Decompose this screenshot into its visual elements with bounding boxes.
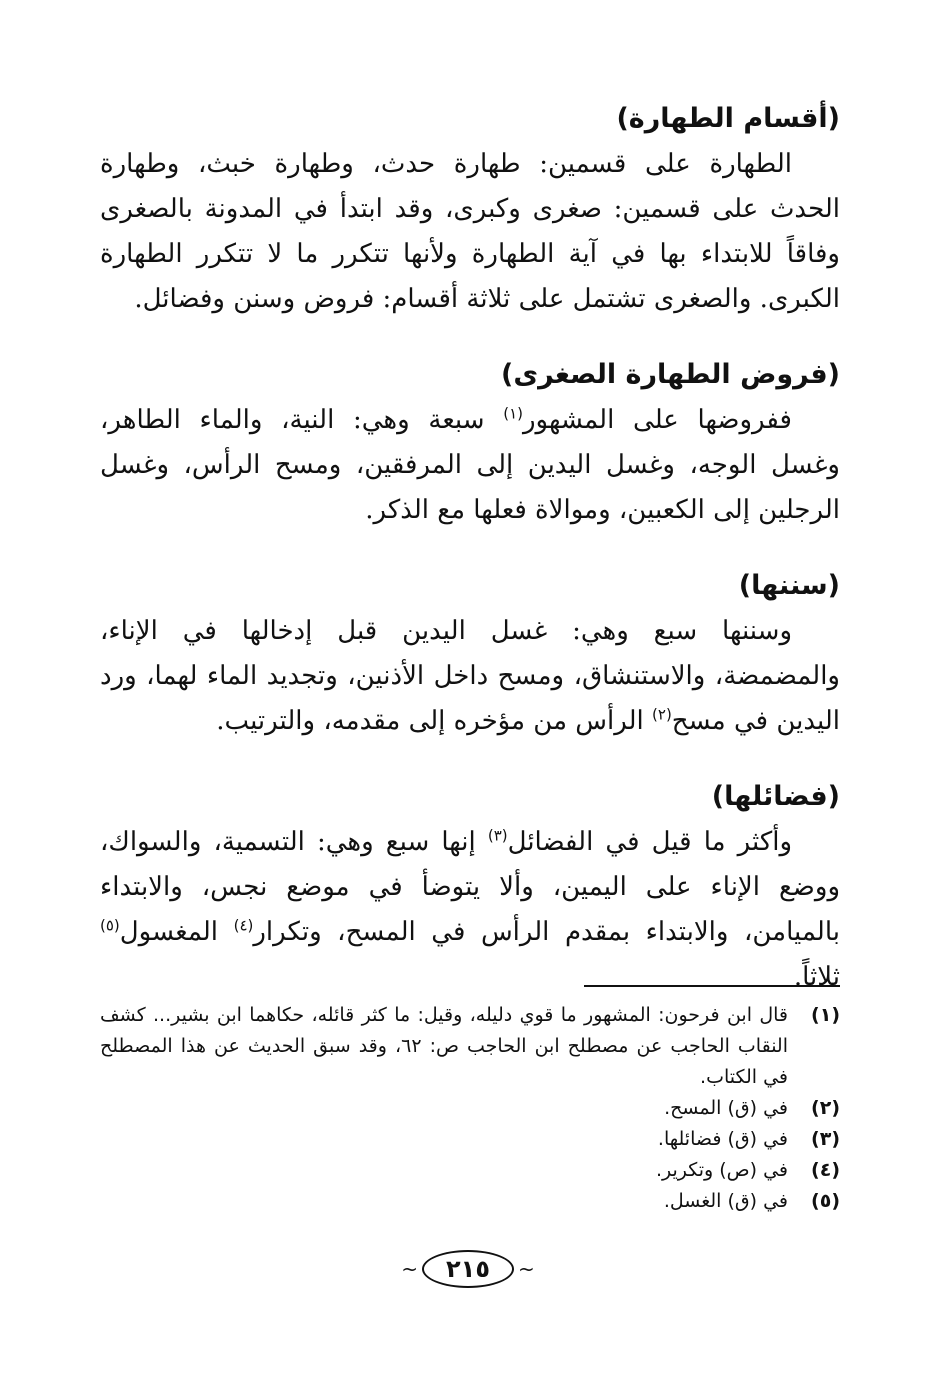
- footnote-divider: [584, 985, 840, 987]
- footnotes: [100, 1000, 840, 1217]
- page-number-area: [0, 1250, 936, 1288]
- section-paragraph: [100, 820, 840, 1000]
- section-paragraph: [100, 609, 840, 744]
- page-number: ٢١٥: [422, 1250, 514, 1288]
- footnote-ref-2[interactable]: (٢): [652, 705, 672, 724]
- section-paragraph: [100, 398, 840, 533]
- section-sunan: [100, 563, 840, 744]
- footnote-item: [100, 1155, 840, 1186]
- section-aqsam: [100, 96, 840, 322]
- footnote-ref-3[interactable]: (٣): [487, 826, 508, 845]
- footnote-item: [100, 1093, 840, 1124]
- footnote-text: في (ق) الغسل.: [663, 1190, 788, 1212]
- footnote-ref-4[interactable]: (٤): [233, 916, 254, 935]
- paragraph-text: المغسول: [119, 917, 234, 947]
- paragraph-text: ثلاثاً.: [793, 962, 840, 992]
- section-heading: (سننها): [738, 570, 840, 601]
- footnote-text: في (ق) فضائلها.: [657, 1128, 788, 1150]
- footnote-number: (١): [811, 1004, 840, 1026]
- footnote-ref-5[interactable]: (٥): [100, 916, 120, 935]
- section-furud: [100, 352, 840, 533]
- paragraph-text: سبعة وهي: النية، والماء الطاهر، وغسل الوجه، وغسل اليدين إلى المرفقين، ومسح الرأس، وغسل الرجلين إلى الكعبين، وموالاة فعلها مع الذكر.: [100, 405, 840, 525]
- footnote-number: (٢): [811, 1097, 840, 1119]
- footnote-item: [100, 1000, 840, 1093]
- page-body: [100, 96, 840, 1030]
- paragraph-text: إنها سبع وهي: التسمية، والسواك، ووضع الإناء على اليمين، وألا يتوضأ في موضع نجس، والابتداء بالميامن، والابتداء بمقدم الرأس في المسح، وتكرار: [100, 827, 840, 947]
- footnote-number: (٣): [811, 1128, 840, 1150]
- footnote-item: [100, 1124, 840, 1155]
- footnote-text: في (ص) وتكرير.: [655, 1159, 788, 1181]
- footnote-number: (٤): [811, 1159, 840, 1181]
- paragraph-text: ففروضها على المشهور: [522, 405, 792, 435]
- footnote-item: [100, 1186, 840, 1217]
- section-heading: (فضائلها): [711, 781, 840, 812]
- footnote-text: في (ق) المسح.: [664, 1097, 788, 1119]
- page-number-ornament: [401, 1250, 534, 1288]
- ornament-right-icon: ~: [517, 1257, 535, 1281]
- paragraph-text: وسننها سبع وهي: غسل اليدين قبل إدخالها في الإناء، والمضمضة، والاستنشاق، ومسح داخل الأذنين، وتجديد الماء لهما، ورد اليدين في مسح: [100, 616, 840, 736]
- paragraph-text: وأكثر ما قيل في الفضائل: [507, 827, 793, 857]
- section-fadail: [100, 774, 840, 1000]
- ornament-left-icon: ~: [401, 1257, 419, 1281]
- section-heading: (أقسام الطهارة): [616, 103, 840, 134]
- section-heading: (فروض الطهارة الصغرى): [501, 359, 840, 390]
- footnote-number: (٥): [811, 1190, 840, 1212]
- footnote-text: قال ابن فرحون: المشهور ما قوي دليله، وقيل: ما كثر قائله، حكاهما ابن بشير... كشف النقاب الحاجب عن مصطلح ابن الحاجب ص: ٦٢، وقد سبق الحديث عن هذا المصطلح في الكتاب.: [100, 1004, 788, 1088]
- paragraph-text: الرأس من مؤخره إلى مقدمه، والترتيب.: [216, 706, 653, 736]
- footnote-ref-1[interactable]: (١): [503, 404, 523, 423]
- section-paragraph: الطهارة على قسمين: طهارة حدث، وطهارة خبث، وطهارة الحدث على قسمين: صغرى وكبرى، وقد ابتدأ في المدونة بالصغرى وفاقاً للابتداء بها في آية الطهارة ولأنها تتكرر ما لا تتكرر الطهارة الكبرى. والصغرى تشتمل على ثلاثة أقسام: فروض وسنن وفضائل.: [100, 149, 840, 314]
